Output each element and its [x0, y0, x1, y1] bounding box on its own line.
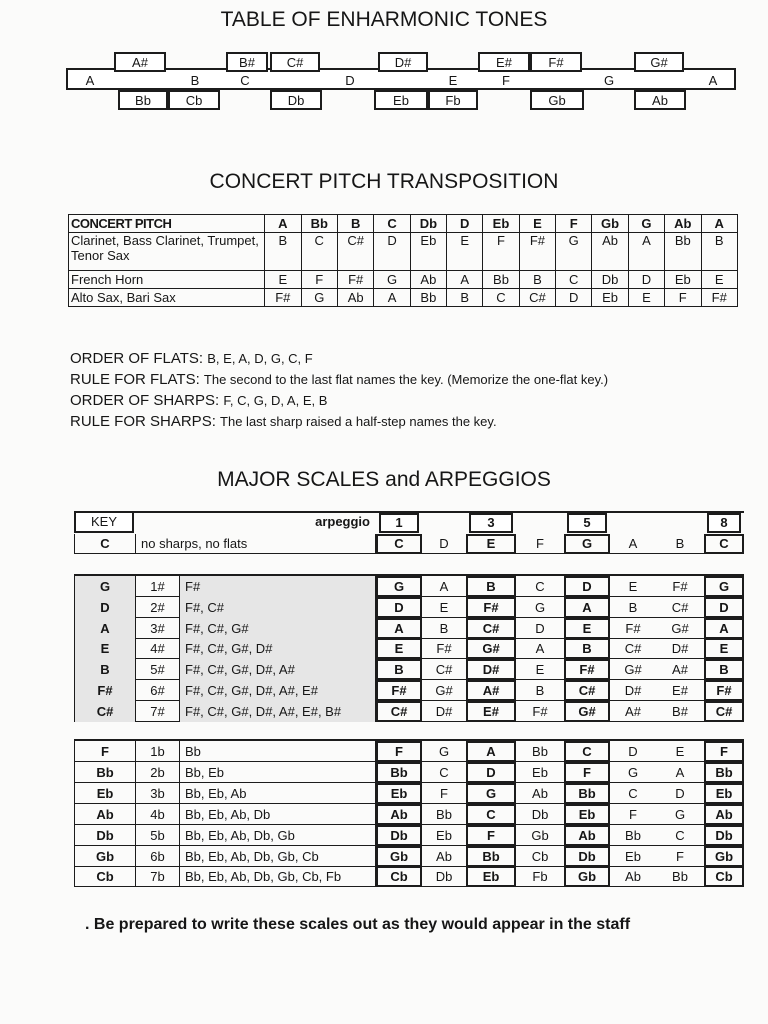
arpeggio-note-cell: G [376, 576, 422, 597]
arpeggio-note-cell: C [376, 534, 422, 554]
flat-note-cell: Fb [428, 90, 478, 110]
scale-note-cell: C# [671, 600, 689, 615]
arpeggio-note-cell: E [704, 638, 744, 659]
flat-note-cell: Ab [634, 90, 686, 110]
pitch-cell: F# [337, 271, 373, 289]
scale-note-cell: Db [435, 869, 453, 884]
pitch-cell: Ab [665, 215, 701, 233]
scale-note-cell: G# [624, 662, 642, 677]
pitch-cell: Ab [592, 233, 628, 271]
accidental-count-cell: 3# [136, 618, 180, 639]
pitch-cell: C# [519, 289, 555, 307]
key-cell: C [74, 534, 136, 554]
arpeggio-note-cell: D [466, 762, 516, 783]
accidental-count-cell: 6# [136, 680, 180, 701]
scale-note-cell: G [674, 807, 686, 822]
pitch-cell: B [265, 233, 301, 271]
scale-note-cell: B# [672, 704, 688, 719]
scale-note-cell: B [535, 683, 545, 698]
arpeggio-degree-1: 1 [379, 513, 419, 533]
arpeggio-degree-8: 8 [707, 513, 741, 533]
accidental-count-cell: 5b [136, 825, 180, 846]
footer-note: . Be prepared to write these scales out as they would appear in the staff [85, 916, 631, 933]
scale-note-cell: A# [625, 704, 641, 719]
pitch-cell: F# [701, 289, 738, 307]
sharp-note-cell: C# [270, 52, 320, 72]
pitch-cell: B [447, 289, 483, 307]
arpeggio-note-cell: A [376, 618, 422, 639]
pitch-cell: C# [337, 233, 373, 271]
arpeggio-note-cell: Cb [376, 866, 422, 887]
scale-note-cell: D# [671, 641, 689, 656]
arpeggio-note-cell: Bb [704, 762, 744, 783]
accidental-count-cell: 4# [136, 638, 180, 659]
key-cell: B [74, 659, 136, 680]
instrument-label: CONCERT PITCH [69, 215, 265, 233]
arpeggio-note-cell: G [564, 534, 610, 554]
key-cell: G [74, 576, 136, 597]
scale-note-cell: B [675, 536, 685, 551]
accidental-count-cell: 2b [136, 762, 180, 783]
arpeggio-note-cell: A [704, 618, 744, 639]
key-cell: D [74, 597, 136, 618]
key-signature-cell: F#, C# [180, 597, 376, 618]
arpeggio-note-cell: Eb [704, 783, 744, 804]
scale-note-cell: F [676, 849, 684, 864]
scale-note-cell: Ab [625, 869, 641, 884]
rule-order-of-flats [70, 348, 730, 369]
key-signature-cell: no sharps, no flats [136, 534, 376, 554]
scale-note-cell: Bb [436, 807, 452, 822]
key-signature-cell: Bb, Eb, Ab, Db [180, 804, 376, 825]
key-cell: Gb [74, 846, 136, 867]
scale-note-cell: A [628, 536, 638, 551]
arpeggio-note-cell: D [564, 576, 610, 597]
arpeggio-note-cell: Eb [564, 804, 610, 825]
rule-head: RULE FOR SHARPS: [70, 413, 216, 430]
pitch-cell: Bb [301, 215, 337, 233]
pitch-cell: F# [519, 233, 555, 271]
arpeggio-note-cell: G [466, 783, 516, 804]
pitch-cell: Eb [483, 215, 519, 233]
arpeggio-note-cell: F [466, 825, 516, 846]
pitch-cell: Bb [410, 289, 446, 307]
pitch-cell: G [374, 271, 410, 289]
pitch-cell: D [556, 289, 592, 307]
arpeggio-note-cell: E# [466, 701, 516, 722]
key-signature-cell: Bb [180, 741, 376, 762]
scales-title: MAJOR SCALES and ARPEGGIOS [217, 468, 551, 491]
arpeggio-note-cell: Gb [376, 846, 422, 867]
accidental-count-cell: 7b [136, 866, 180, 887]
scale-note-cell: A [439, 579, 449, 594]
scale-note-cell: C# [624, 641, 642, 656]
arpeggio-note-cell: F# [466, 597, 516, 618]
arpeggio-note-cell: Ab [704, 804, 744, 825]
arpeggio-note-cell: A# [466, 680, 516, 701]
scale-note-cell: Db [531, 807, 549, 822]
arpeggio-note-cell: C# [466, 618, 516, 639]
arpeggio-note-cell: G# [564, 701, 610, 722]
rule-head: RULE FOR FLATS: [70, 371, 200, 388]
key-cell: F# [74, 680, 136, 701]
scale-note-cell: F# [532, 704, 548, 719]
pitch-cell: Eb [410, 233, 446, 271]
rule-text: B, E, A, D, G, C, F [207, 351, 313, 366]
concert-pitch-table [68, 214, 738, 307]
scale-note-cell: G [627, 765, 639, 780]
arpeggio-note-cell: B [704, 659, 744, 680]
key-signature-cell: F# [180, 576, 376, 597]
pitch-cell: E [265, 271, 301, 289]
concert-header-row [69, 215, 738, 233]
scale-note-cell: F [440, 786, 448, 801]
key-cell: Eb [74, 783, 136, 804]
pitch-cell: E [519, 215, 555, 233]
arpeggio-note-cell: F [376, 741, 422, 762]
pitch-cell: F# [265, 289, 301, 307]
pitch-cell: C [556, 271, 592, 289]
arpeggio-note-cell: Eb [466, 866, 516, 887]
scale-note-cell: C# [435, 662, 453, 677]
key-signature-cell: Bb, Eb [180, 762, 376, 783]
scale-note-cell: D# [624, 683, 642, 698]
key-column-header: KEY [74, 511, 134, 533]
key-signature-cell: Bb, Eb, Ab, Db, Gb, Cb [180, 846, 376, 867]
arpeggio-note-cell: Bb [376, 762, 422, 783]
scale-note-cell: E [439, 600, 449, 615]
pitch-cell: A [701, 215, 738, 233]
scale-note-cell: G [438, 744, 450, 759]
rule-text: The last sharp raised a half-step names the key. [220, 414, 497, 429]
pitch-cell: E [447, 233, 483, 271]
arpeggio-note-cell: B [564, 638, 610, 659]
scale-note-cell: Eb [436, 828, 452, 843]
accidental-count-cell: 1b [136, 741, 180, 762]
key-signature-cell: Bb, Eb, Ab [180, 783, 376, 804]
scale-note-cell: F# [625, 621, 641, 636]
sharp-note-cell: A# [114, 52, 166, 72]
accidental-count-cell: 3b [136, 783, 180, 804]
arpeggio-note-cell: F# [704, 680, 744, 701]
pitch-cell: F [301, 271, 337, 289]
key-cell: C# [74, 701, 136, 722]
scale-note-cell: C [675, 828, 685, 843]
arpeggio-note-cell: D [704, 597, 744, 618]
arpeggio-note-cell: C [564, 741, 610, 762]
arpeggio-note-cell: E [376, 638, 422, 659]
key-signature-cell: F#, C#, G#, D#, A# [180, 659, 376, 680]
pitch-cell: A [374, 289, 410, 307]
natural-note-cell: F [502, 72, 510, 88]
pitch-cell: B [337, 215, 373, 233]
instrument-row [69, 233, 738, 271]
pitch-cell: A [628, 233, 664, 271]
accidental-count-cell: 7# [136, 701, 180, 722]
natural-note-cell: B [190, 72, 200, 88]
rule-head: ORDER OF FLATS: [70, 350, 204, 367]
flat-note-cell: Gb [530, 90, 584, 110]
natural-note-cell: G [603, 72, 615, 88]
pitch-cell: E [701, 271, 738, 289]
pitch-cell: Db [592, 271, 628, 289]
key-cell: A [74, 618, 136, 639]
scale-note-cell: E [628, 579, 638, 594]
natural-note-cell: A [708, 72, 718, 88]
natural-note-cell: D [345, 72, 355, 88]
scale-note-cell: C [535, 579, 545, 594]
key-cell: F [74, 741, 136, 762]
flat-note-cell: Eb [374, 90, 428, 110]
scale-note-cell: D# [435, 704, 453, 719]
arpeggio-note-cell: F# [376, 680, 422, 701]
pitch-cell: C [374, 215, 410, 233]
instrument-label: French Horn [69, 271, 265, 289]
key-cell: E [74, 638, 136, 659]
scale-note-cell: Ab [436, 849, 452, 864]
pitch-cell: E [628, 289, 664, 307]
pitch-cell: B [519, 271, 555, 289]
scale-note-cell: D [675, 786, 685, 801]
accidental-count-cell: 2# [136, 597, 180, 618]
arpeggio-note-cell: Ab [564, 825, 610, 846]
scale-note-cell: A# [672, 662, 688, 677]
key-signature-cell: F#, C#, G# [180, 618, 376, 639]
pitch-cell: Ab [337, 289, 373, 307]
rule-text: The second to the last flat names the key. (Memorize the one-flat key.) [203, 372, 609, 387]
arpeggio-label: arpeggio [315, 514, 370, 529]
sharp-note-cell: B# [226, 52, 268, 72]
scale-note-cell: G# [671, 621, 689, 636]
key-cell: Ab [74, 804, 136, 825]
natural-note-cell: A [85, 72, 95, 88]
arpeggio-note-cell: A [564, 597, 610, 618]
scale-note-cell: A [675, 765, 685, 780]
arpeggio-note-cell: E [564, 618, 610, 639]
pitch-cell: Eb [665, 271, 701, 289]
pitch-cell: C [301, 233, 337, 271]
scale-note-cell: C [439, 765, 449, 780]
scale-note-cell: F# [436, 641, 452, 656]
rule-for-sharps [70, 411, 730, 432]
flat-note-cell: Db [270, 90, 322, 110]
pitch-cell: G [628, 215, 664, 233]
scale-note-cell: G [534, 600, 546, 615]
pitch-cell: D [374, 233, 410, 271]
rule-order-of-sharps [70, 390, 730, 411]
pitch-cell: Bb [665, 233, 701, 271]
enharmonic-title: TABLE OF ENHARMONIC TONES [220, 8, 548, 31]
pitch-cell: A [447, 271, 483, 289]
scale-note-cell: Bb [532, 744, 548, 759]
pitch-cell: C [483, 289, 519, 307]
accidental-count-cell: 5# [136, 659, 180, 680]
scale-note-cell: F# [672, 579, 688, 594]
pitch-cell: A [265, 215, 301, 233]
flat-note-cell: Cb [168, 90, 220, 110]
arpeggio-note-cell: Db [376, 825, 422, 846]
scale-note-cell: Fb [532, 869, 548, 884]
rules-section [70, 348, 730, 432]
arpeggio-degree-5: 5 [567, 513, 607, 533]
key-signature-cell: F#, C#, G#, D#, A#, E#, B# [180, 701, 376, 722]
concert-title: CONCERT PITCH TRANSPOSITION [209, 170, 559, 193]
arpeggio-note-cell: D [376, 597, 422, 618]
scale-note-cell: E# [672, 683, 688, 698]
pitch-cell: F [483, 233, 519, 271]
pitch-cell: Bb [483, 271, 519, 289]
accidental-count-cell: 1# [136, 576, 180, 597]
arpeggio-note-cell: D# [466, 659, 516, 680]
scale-note-cell: Bb [625, 828, 641, 843]
sharp-note-cell: F# [530, 52, 582, 72]
arpeggio-note-cell: Bb [466, 846, 516, 867]
rule-text: F, C, G, D, A, E, B [223, 393, 328, 408]
pitch-cell: Gb [592, 215, 628, 233]
key-signature-cell: Bb, Eb, Ab, Db, Gb, Cb, Fb [180, 866, 376, 887]
accidental-count-cell: 6b [136, 846, 180, 867]
pitch-cell: Eb [592, 289, 628, 307]
key-signature-cell: Bb, Eb, Ab, Db, Gb [180, 825, 376, 846]
sharp-note-cell: D# [378, 52, 428, 72]
natural-note-cell: C [240, 72, 250, 88]
scale-note-cell: Ab [532, 786, 548, 801]
instrument-row [69, 271, 738, 289]
arpeggio-note-cell: C# [376, 701, 422, 722]
scale-note-cell: E [535, 662, 545, 677]
scale-note-cell: A [535, 641, 545, 656]
scale-note-cell: D [535, 621, 545, 636]
scale-note-cell: Eb [532, 765, 548, 780]
pitch-cell: F [556, 215, 592, 233]
pitch-cell: D [447, 215, 483, 233]
pitch-cell: Ab [410, 271, 446, 289]
sharp-note-cell: E# [478, 52, 530, 72]
arpeggio-note-cell: F [564, 762, 610, 783]
arpeggio-note-cell: Ab [376, 804, 422, 825]
pitch-cell: B [701, 233, 738, 271]
arpeggio-note-cell: B [376, 659, 422, 680]
arpeggio-degree-3: 3 [469, 513, 513, 533]
pitch-cell: F [665, 289, 701, 307]
arpeggio-note-cell: Gb [564, 866, 610, 887]
arpeggio-note-cell: Db [704, 825, 744, 846]
scale-note-cell: B [628, 600, 638, 615]
scale-note-cell: D [628, 744, 638, 759]
arpeggio-note-cell: F [704, 741, 744, 762]
arpeggio-note-cell: C [466, 804, 516, 825]
scale-note-cell: G# [435, 683, 453, 698]
arpeggio-note-cell: G [704, 576, 744, 597]
arpeggio-note-cell: Db [564, 846, 610, 867]
accidental-count-cell: 4b [136, 804, 180, 825]
key-signature-cell: F#, C#, G#, D# [180, 638, 376, 659]
scale-note-cell: B [439, 621, 449, 636]
scale-note-cell: Gb [531, 828, 549, 843]
arpeggio-note-cell: F# [564, 659, 610, 680]
arpeggio-note-cell: A [466, 741, 516, 762]
scale-note-cell: Eb [625, 849, 641, 864]
pitch-cell: D [628, 271, 664, 289]
arpeggio-note-cell: C# [564, 680, 610, 701]
pitch-cell: Db [410, 215, 446, 233]
scale-note-cell: E [675, 744, 685, 759]
arpeggio-note-cell: Gb [704, 846, 744, 867]
key-cell: Db [74, 825, 136, 846]
key-signature-cell: F#, C#, G#, D#, A#, E# [180, 680, 376, 701]
instrument-label: Clarinet, Bass Clarinet, Trumpet, Tenor Sax [69, 233, 265, 271]
scale-note-cell: C [628, 786, 638, 801]
arpeggio-note-cell: C [704, 534, 744, 554]
arpeggio-note-cell: Bb [564, 783, 610, 804]
instrument-row [69, 289, 738, 307]
scale-note-cell: F [629, 807, 637, 822]
scale-note-cell: Cb [531, 849, 549, 864]
arpeggio-note-cell: B [466, 576, 516, 597]
rule-head: ORDER OF SHARPS: [70, 392, 220, 409]
arpeggio-note-cell: E [466, 534, 516, 554]
pitch-cell: G [301, 289, 337, 307]
natural-note-cell: E [448, 72, 458, 88]
scale-note-cell: F [536, 536, 544, 551]
pitch-cell: G [556, 233, 592, 271]
arpeggio-note-cell: Cb [704, 866, 744, 887]
scale-note-cell: D [439, 536, 449, 551]
arpeggio-note-cell: G# [466, 638, 516, 659]
scale-note-cell: Bb [672, 869, 688, 884]
sharp-note-cell: G# [634, 52, 684, 72]
key-cell: Bb [74, 762, 136, 783]
flat-note-cell: Bb [118, 90, 168, 110]
arpeggio-note-cell: Eb [376, 783, 422, 804]
instrument-label: Alto Sax, Bari Sax [69, 289, 265, 307]
arpeggio-note-cell: C# [704, 701, 744, 722]
rule-for-flats [70, 369, 730, 390]
key-cell: Cb [74, 866, 136, 887]
